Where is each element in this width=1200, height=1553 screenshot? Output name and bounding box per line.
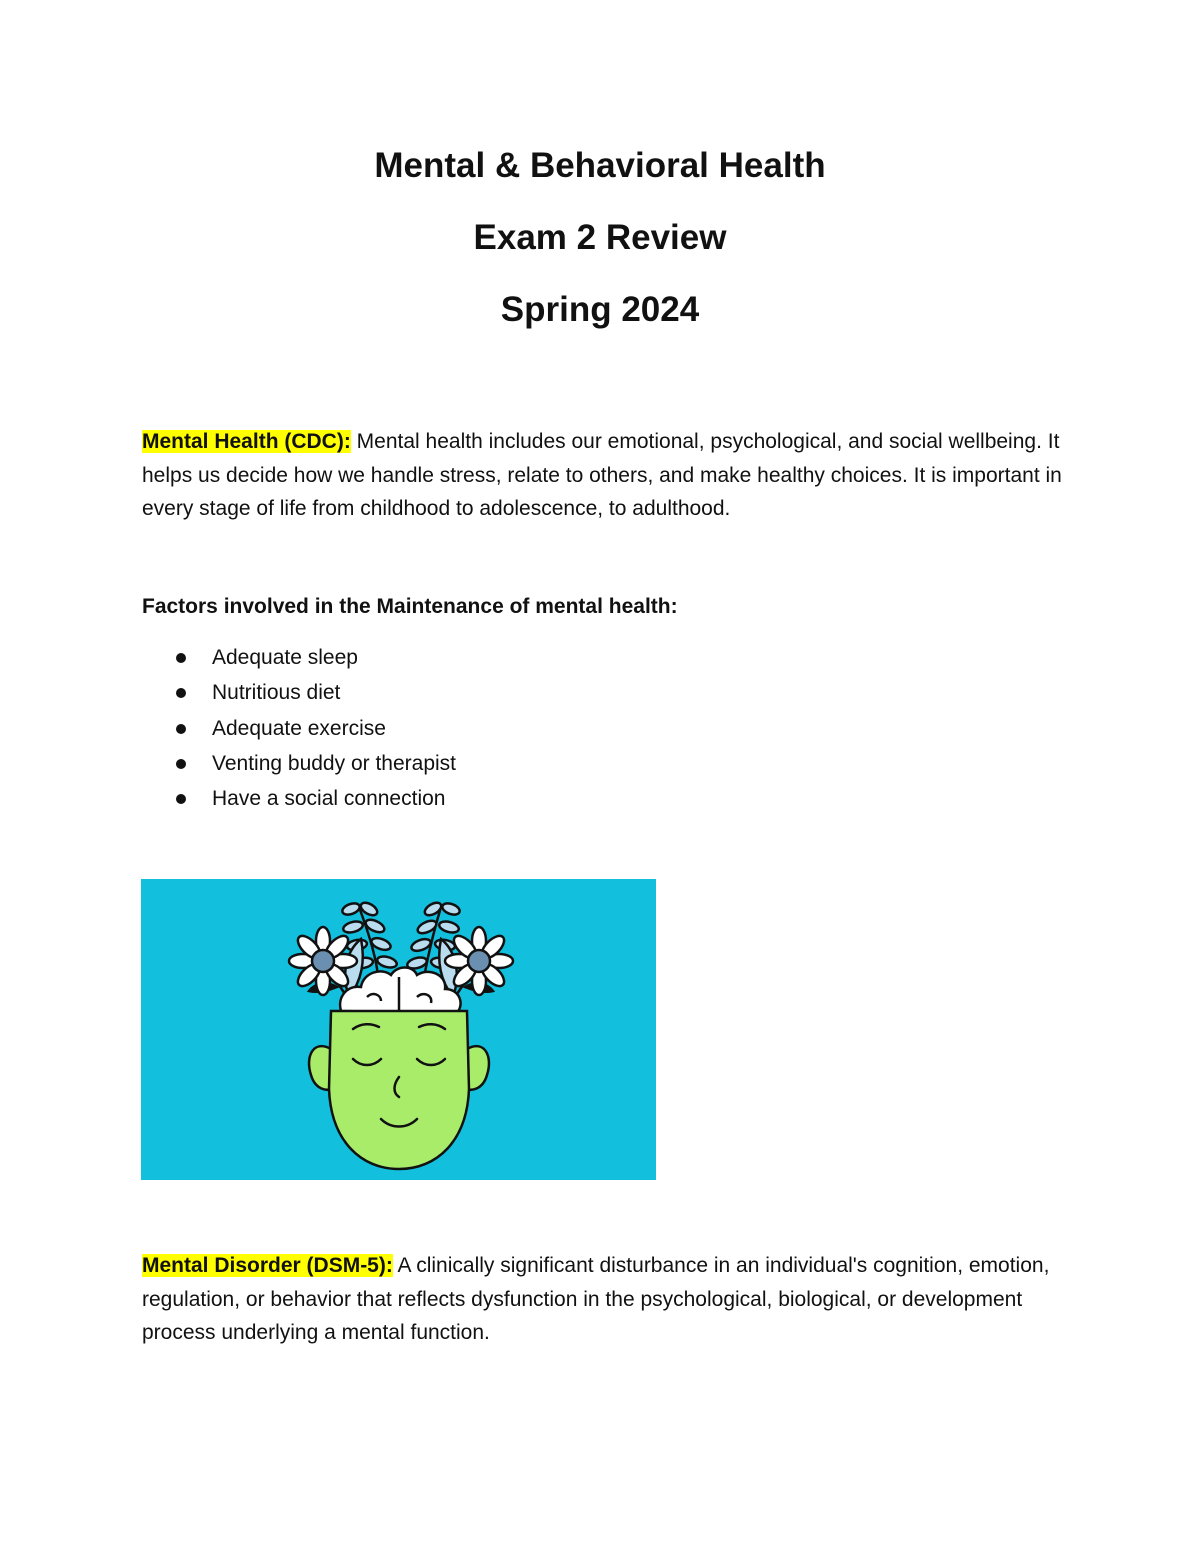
list-item (142, 676, 456, 711)
head-brain-flowers-icon (141, 879, 656, 1180)
list-item-text: Adequate sleep (212, 646, 358, 669)
list-item (142, 782, 456, 817)
list-item-text: Nutritious diet (212, 681, 341, 705)
bullet-icon (176, 724, 186, 734)
factors-list (142, 641, 456, 817)
title-line-2: Exam 2 Review (473, 218, 727, 257)
list-item (142, 747, 456, 782)
list-item (142, 641, 456, 676)
title-line-3: Spring 2024 (500, 290, 700, 329)
list-item-text: Adequate exercise (212, 716, 386, 740)
bullet-icon (176, 653, 186, 663)
mental-disorder-term: Mental Disorder (DSM-5): (142, 1254, 393, 1277)
bullet-icon (176, 759, 186, 769)
mental-health-term: Mental Health (CDC): (142, 430, 351, 453)
title-line-1: Mental & Behavioral Health (374, 146, 826, 185)
mental-health-paragraph (142, 425, 1062, 526)
list-item-text: Have a social connection (212, 787, 446, 811)
list-item (142, 712, 456, 747)
factors-heading: Factors involved in the Maintenance of mental health: (142, 595, 678, 618)
mental-health-illustration (141, 879, 656, 1180)
mental-health-definition: Mental health includes our emotional, psychological, and social wellbeing. It helps us decide how we handle stress, relate to others, and make healthy choices. It is important in every stage of life from childhood to adolescence, to adulthood. (142, 430, 1062, 520)
list-item-text: Venting buddy or therapist (212, 751, 457, 775)
bullet-icon (176, 688, 186, 698)
bullet-icon (176, 794, 186, 804)
mental-disorder-definition: A clinically significant disturbance in an individual's cognition, emotion, regulation, or behavior that reflects dysfunction in the psychological, biological, or development process underlying a mental function. (142, 1254, 1050, 1344)
mental-disorder-paragraph (142, 1249, 1062, 1350)
